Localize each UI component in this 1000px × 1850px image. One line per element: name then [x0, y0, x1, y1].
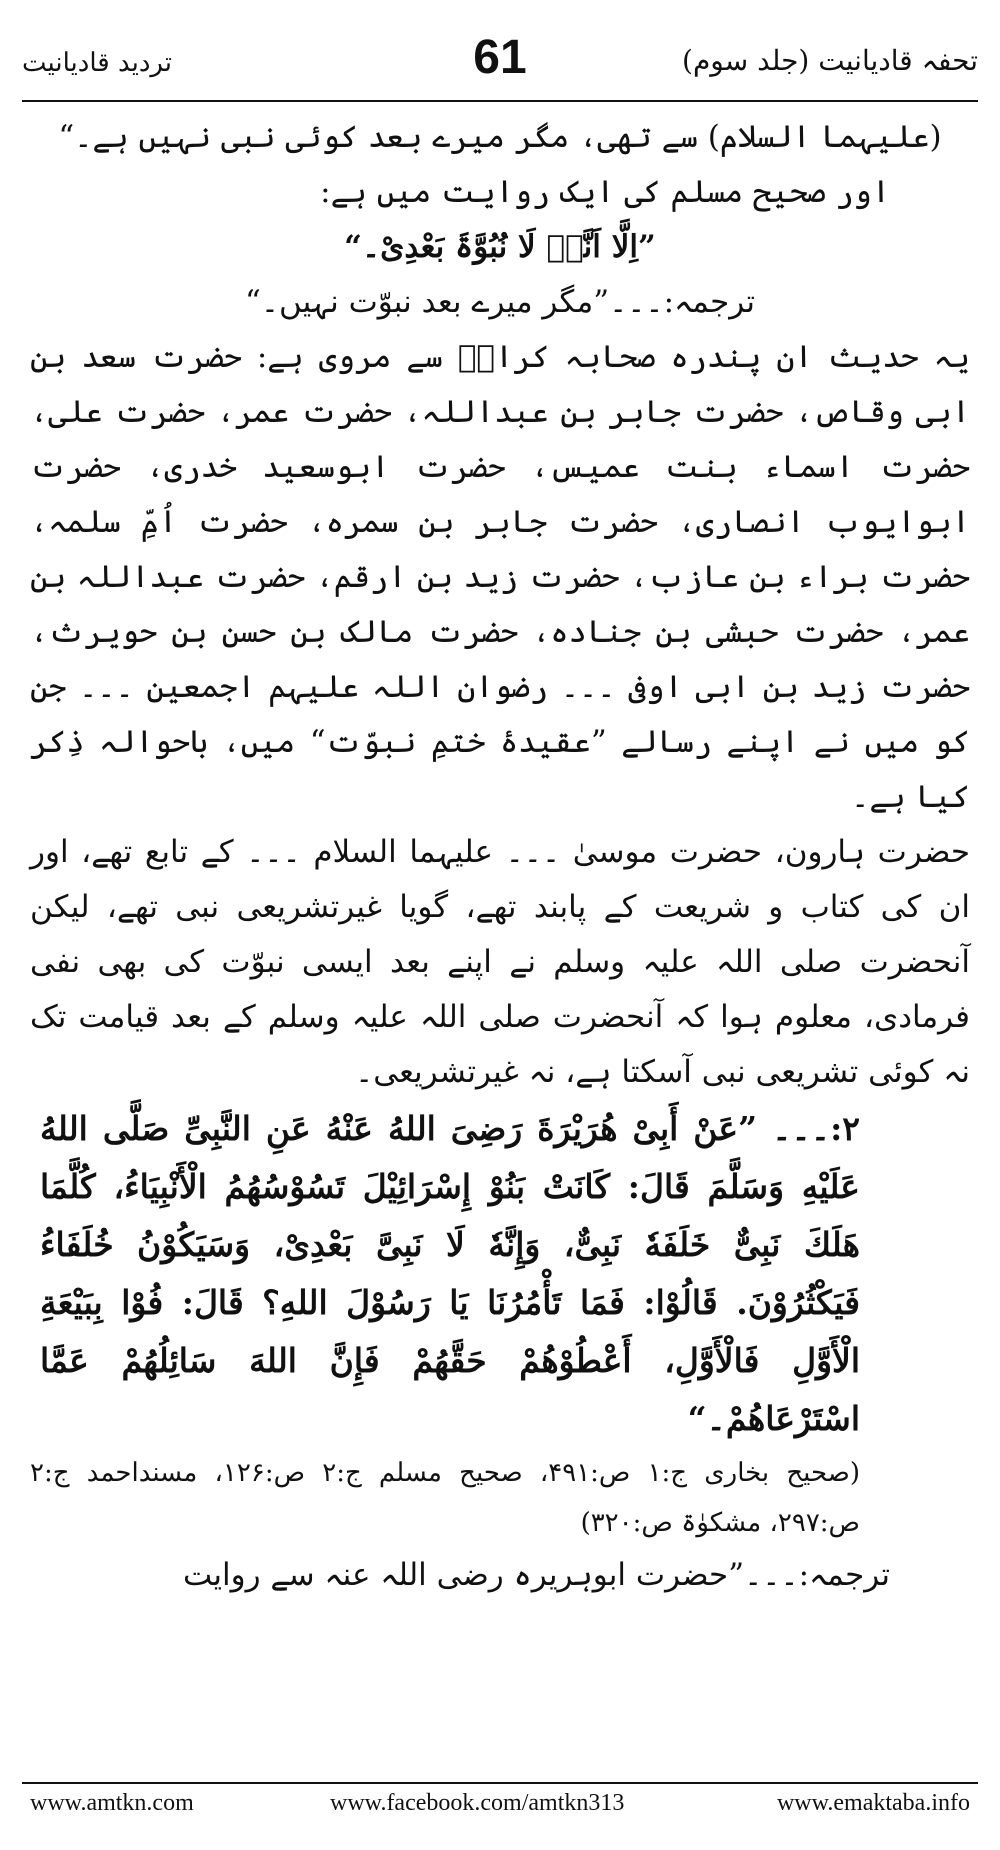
hadith-text: ۲:۔۔۔ ”عَنْ أَبِیْ هُرَیْرَةَ رَضِیَ اللهُ عَنْهُ عَنِ النَّبِیِّ صَلَّی اللهُ عَلَیْهِ وَسَلَّمَ قَالَ: كَانَتْ بَنُوْ إِسْرَائِیْلَ تَسُوْسُهُمُ الْأَنْبِیَاءُ، كُلَّمَا هَلَكَ نَبِیٌّ خَلَفَهٗ نَبِیٌّ، وَإِنَّهٗ لَا نَبِیَّ بَعْدِیْ، وَسَیَكُوْنُ خُلَفَاءُ فَیَكْثُرُوْنَ. قَالُوْا: فَمَا تَأْمُرُنَا یَا رَسُوْلَ اللهِ؟ قَالَ: فُوْا بِبَیْعَةِ الْأَوَّلِ فَالْأَوَّلِ، أَعْطُوْهُمْ حَقَّهُمْ فَإِنَّ اللهَ سَائِلُهُمْ عَمَّا اسْتَرْعَاهُمْ۔“ — [40, 1109, 861, 1438]
page-number: 61 — [473, 31, 527, 84]
book-title: تحفہ قادیانیت (جلد سوم) — [682, 44, 978, 77]
page-header — [22, 30, 978, 100]
footer-link[interactable]: www.facebook.com/amtkn313 — [330, 1790, 625, 1816]
paragraph: حضرت ہارون، حضرت موسیٰ ۔۔۔ علیہما السلام ۔۔۔ کے تابع تھے، اور ان کی کتاب و شریعت کے پابند تھے، گویا غیرتشریعی نبی تھے، لیکن آنحضرت صلی اللہ علیہ وسلم نے اپنے بعد ایسی نبوّت کی بھی نفی فرمادی، معلوم ہوا کہ آنحضرت صلی اللہ علیہ وسلم کے بعد قیامت تک نہ کوئی تشریعی نبی آسکتا ہے، نہ غیرتشریعی۔ — [30, 834, 970, 1090]
text-line: (علیہما السلام) سے تھی، مگر میرے بعد کوئی نبی نہیں ہے۔“ — [58, 119, 942, 155]
paragraph: یہ حدیث ان پندرہ صحابہ کرامؓ سے مروی ہے: حضرت سعد بن ابی وقاص، حضرت جابر بن عبداللہ، حضرت عمر، حضرت علی، حضرت اسماء بنت عمیس، حضرت ابوسعید خدری، حضرت ابوایوب انصاری، حضرت جابر بن سمرہ، حضرت اُمِّ سلمہ، حضرت براء بن عازب، حضرت زید بن ارقم، حضرت عبداللہ بن عمر، حضرت حبشی بن جنادہ، حضرت مالک بن حسن بن حویرث، حضرت زید بن ابی اوفی ۔۔۔ رضوان اللہ علیہم اجمعین ۔۔۔ جن کو میں نے اپنے رسالے ”عقیدۂ ختمِ نبوّت“ میں، باحوالہ ذِکر کیا ہے۔ — [30, 339, 970, 815]
page-body — [30, 110, 970, 1670]
translation-line: ترجمہ:۔۔۔”مگر میرے بعد نبوّت نہیں۔“ — [244, 284, 756, 320]
translation-line: ترجمہ:۔۔۔”حضرت ابوہریرہ رضی اللہ عنہ سے روایت — [182, 1557, 890, 1593]
text-line: اور صحیح مسلم کی ایک روایت میں ہے: — [320, 174, 890, 210]
header-divider — [22, 100, 978, 102]
section-title: تردید قادیانیت — [22, 48, 173, 78]
arabic-quote: ”اِلَّا اَنَّہٗ لَا نُبُوَّۃَ بَعْدِیْ۔“ — [344, 229, 656, 265]
footer-link[interactable]: www.amtkn.com — [30, 1790, 194, 1816]
page-footer — [30, 1790, 970, 1830]
footer-divider — [22, 1782, 978, 1784]
hadith-reference: (صحیح بخاری ج:۱ ص:۴۹۱، صحیح مسلم ج:۲ ص:۱۲۶، مسنداحمد ج:۲ ص:۲۹۷، مشکوٰۃ ص:۳۲۰) — [30, 1458, 860, 1538]
footer-link[interactable]: www.emaktaba.info — [776, 1790, 970, 1816]
